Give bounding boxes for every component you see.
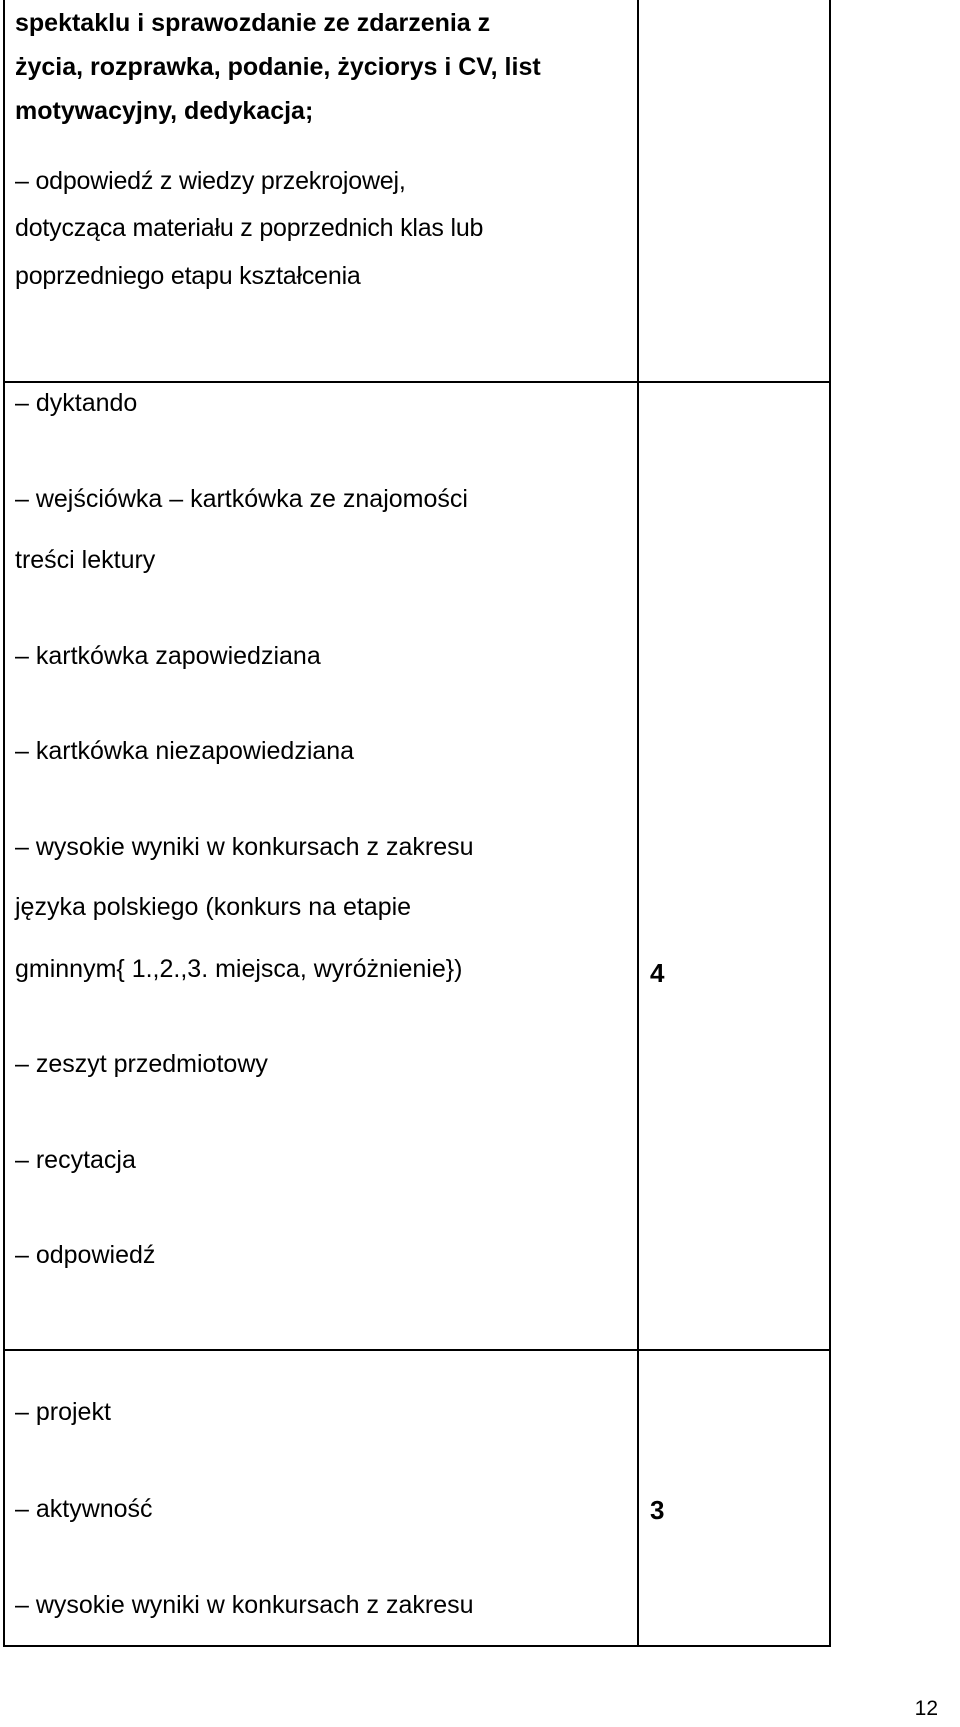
criteria-line: – kartkówka zapowiedziana	[15, 642, 321, 670]
criteria-line: treści lektury	[15, 546, 156, 574]
grade-value: 3	[650, 1495, 665, 1525]
criteria-line: spektaklu i sprawozdanie ze zdarzenia z	[15, 9, 491, 37]
criteria-line: – wysokie wyniki w konkursach z zakresu	[15, 1591, 474, 1619]
criteria-line: – kartkówka niezapowiedziana	[15, 737, 355, 765]
criteria-line: – wejściówka – kartkówka ze znajomości	[15, 485, 468, 513]
row-divider-1	[3, 381, 831, 383]
criteria-line: – odpowiedź z wiedzy przekrojowej,	[15, 167, 406, 195]
criteria-line: – wysokie wyniki w konkursach z zakresu	[15, 833, 474, 861]
criteria-line: życia, rozprawka, podanie, życiorys i CV, list	[15, 53, 541, 81]
criteria-line: – dyktando	[15, 389, 138, 417]
grade-value: 4	[650, 958, 665, 988]
table-left-border	[3, 0, 5, 1647]
table-column-divider	[637, 0, 639, 1647]
table-bottom-border	[3, 1645, 831, 1647]
criteria-line: dotycząca materiału z poprzednich klas lub	[15, 214, 484, 242]
criteria-line: języka polskiego (konkurs na etapie	[15, 893, 412, 921]
row-divider-2	[3, 1349, 831, 1351]
criteria-line: poprzedniego etapu kształcenia	[15, 262, 361, 290]
criteria-line: motywacyjny, dedykacja;	[15, 97, 314, 125]
criteria-line: – odpowiedź	[15, 1241, 156, 1269]
criteria-line: – aktywność	[15, 1495, 153, 1523]
page-number: 12	[914, 1697, 938, 1720]
criteria-line: – zeszyt przedmiotowy	[15, 1050, 268, 1078]
criteria-line: – recytacja	[15, 1146, 136, 1174]
table-right-border	[829, 0, 831, 1647]
criteria-line: – projekt	[15, 1398, 111, 1426]
criteria-line: gminnym{ 1.,2.,3. miejsca, wyróżnienie})	[15, 955, 463, 983]
